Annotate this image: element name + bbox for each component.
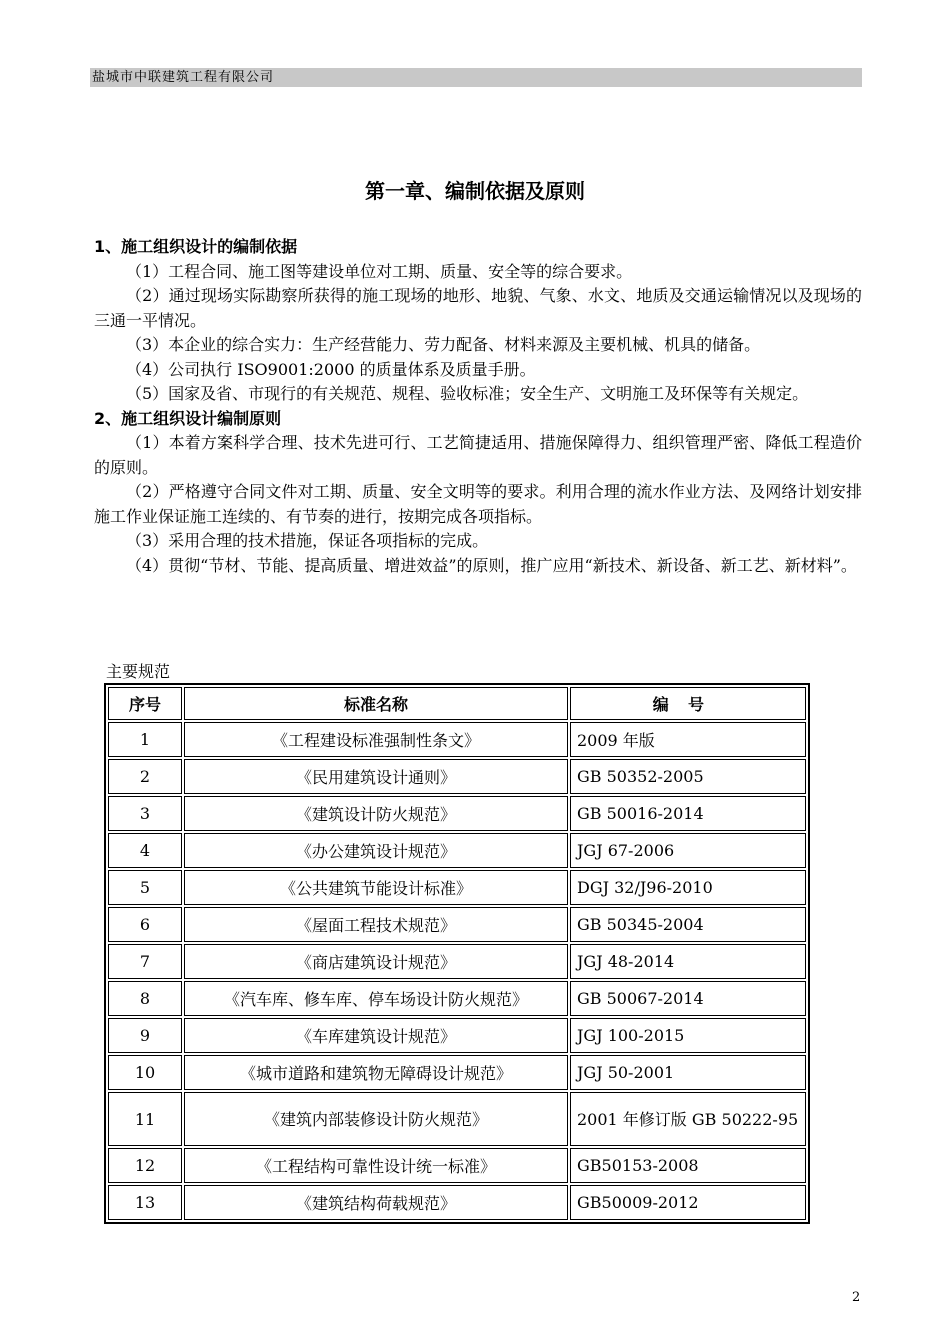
table-cell: JGJ 100-2015 — [570, 1018, 806, 1053]
table-cell: 《屋面工程技术规范》 — [184, 907, 568, 942]
section1-heading: 1、施工组织设计的编制依据 — [94, 237, 298, 256]
page-number: 2 — [852, 1290, 861, 1305]
header-cell: 标准名称 — [184, 687, 568, 720]
table-cell: 5 — [108, 870, 182, 905]
table-cell: 《民用建筑设计通则》 — [184, 759, 568, 794]
table-cell: 《建筑内部装修设计防火规范》 — [184, 1092, 568, 1146]
table-cell: 6 — [108, 907, 182, 942]
table-cell: 《办公建筑设计规范》 — [184, 833, 568, 868]
table-cell: 13 — [108, 1185, 182, 1220]
table-cell: 2009 年版 — [570, 722, 806, 757]
header-cell: 编号 — [570, 687, 806, 720]
table-cell: 3 — [108, 796, 182, 831]
running-header — [90, 68, 862, 87]
paragraph: （3）本企业的综合实力：生产经营能力、劳力配备、材料来源及主要机械、机具的储备。 — [126, 335, 761, 354]
table-cell: 《工程建设标准强制性条文》 — [184, 722, 568, 757]
table-cell: JGJ 48-2014 — [570, 944, 806, 979]
table-cell: 《公共建筑节能设计标准》 — [184, 870, 568, 905]
company-name: 盐城市中联建筑工程有限公司 — [92, 70, 275, 85]
table-cell: JGJ 67-2006 — [570, 833, 806, 868]
table-cell: 11 — [108, 1092, 182, 1146]
table-cell: GB 50067-2014 — [570, 981, 806, 1016]
table-row — [108, 722, 806, 757]
table-cell: 7 — [108, 944, 182, 979]
paragraph: （5）国家及省、市现行的有关规范、规程、验收标准；安全生产、文明施工及环保等有关规定。 — [126, 384, 809, 403]
table-row — [108, 907, 806, 942]
table-row — [108, 759, 806, 794]
chapter-title: 第一章、编制依据及原则 — [365, 179, 585, 203]
paragraph: （3）采用合理的技术措施，保证各项指标的完成。 — [126, 531, 489, 550]
table-row — [108, 981, 806, 1016]
table-cell: 9 — [108, 1018, 182, 1053]
paragraph: （1）本着方案科学合理、技术先进可行、工艺简捷适用、措施保障得力、组织管理严密、降低工程造价的原则。 — [94, 433, 862, 477]
table-cell: JGJ 50-2001 — [570, 1055, 806, 1090]
table-cell: GB50153-2008 — [570, 1148, 806, 1183]
paragraph: （2）通过现场实际勘察所获得的施工现场的地形、地貌、气象、水文、地质及交通运输情况以及现场的三通一平情况。 — [94, 286, 862, 330]
table-cell: 《商店建筑设计规范》 — [184, 944, 568, 979]
table-row — [108, 1055, 806, 1090]
table-row — [108, 796, 806, 831]
table-cell: 1 — [108, 722, 182, 757]
table-row — [108, 870, 806, 905]
table-cell: GB 50345-2004 — [570, 907, 806, 942]
table-cell: 2 — [108, 759, 182, 794]
standards-table — [104, 683, 810, 1224]
table-row — [108, 944, 806, 979]
table-cell: 《城市道路和建筑物无障碍设计规范》 — [184, 1055, 568, 1090]
table-row — [108, 1018, 806, 1053]
header-cell: 序号 — [108, 687, 182, 720]
table-cell: 《汽车库、修车库、停车场设计防火规范》 — [184, 981, 568, 1016]
table-cell: 4 — [108, 833, 182, 868]
table-row — [108, 1148, 806, 1183]
table-cell: 12 — [108, 1148, 182, 1183]
paragraph: （4）公司执行 ISO9001:2000 的质量体系及质量手册。 — [126, 359, 536, 379]
table-header-row — [108, 687, 806, 720]
table-cell: 8 — [108, 981, 182, 1016]
table-row — [108, 1185, 806, 1220]
table-row — [108, 833, 806, 868]
paragraph: （1）工程合同、施工图等建设单位对工期、质量、安全等的综合要求。 — [126, 261, 633, 281]
table-cell: 《车库建筑设计规范》 — [184, 1018, 568, 1053]
body-text — [94, 235, 862, 578]
table-cell: 《建筑结构荷载规范》 — [184, 1185, 568, 1220]
table-cell: GB 50016-2014 — [570, 796, 806, 831]
paragraph: （4）贯彻“节材、节能、提高质量、增进效益”的原则，推广应用“新技术、新设备、新工艺、新材料”。 — [126, 555, 857, 575]
paragraph: （2）严格遵守合同文件对工期、质量、安全文明等的要求。利用合理的流水作业方法、及网络计划安排施工作业保证施工连续的、有节奏的进行，按期完成各项指标。 — [94, 482, 862, 526]
table-caption: 主要规范 — [106, 662, 171, 681]
table-cell: 《建筑设计防火规范》 — [184, 796, 568, 831]
section2-heading: 2、施工组织设计编制原则 — [94, 408, 282, 428]
table-cell: GB50009-2012 — [570, 1185, 806, 1220]
table-cell: 《工程结构可靠性设计统一标准》 — [184, 1148, 568, 1183]
table-cell: DGJ 32/J96-2010 — [570, 870, 806, 905]
table-cell: 10 — [108, 1055, 182, 1090]
table-cell: 2001 年修订版 GB 50222-95 — [570, 1092, 806, 1146]
table-cell: GB 50352-2005 — [570, 759, 806, 794]
table-row — [108, 1092, 806, 1146]
